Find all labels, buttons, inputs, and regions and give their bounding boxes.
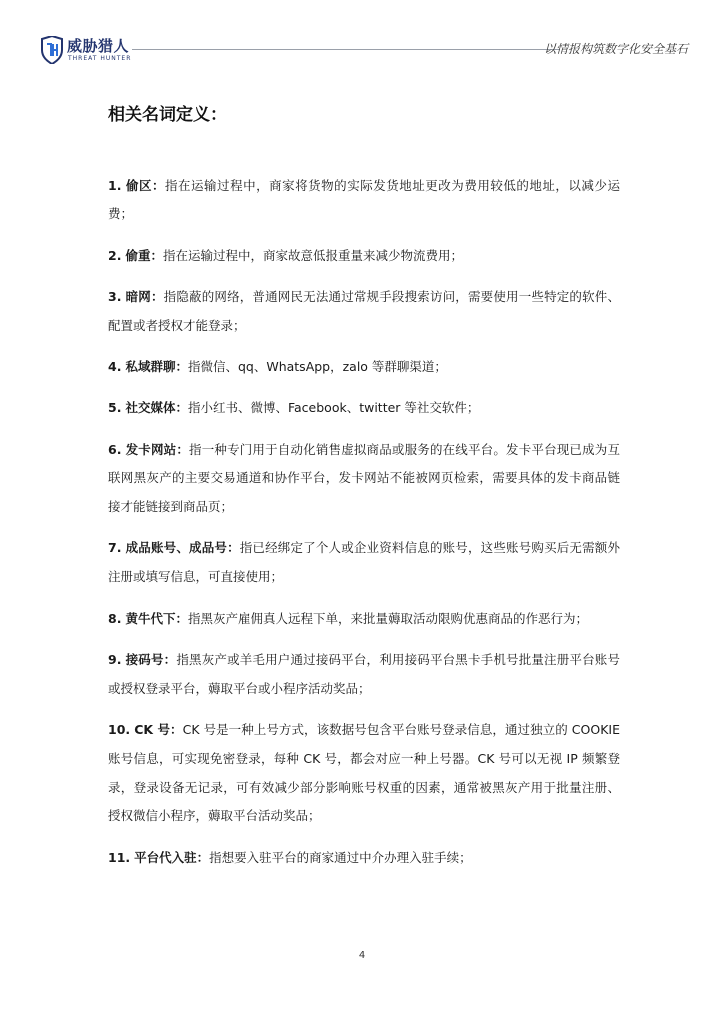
definition-text: CK 号是一种上号方式，该数据号包含平台账号登录信息，通过独立的 COOKIE 账号信息，可实现免密登录，每种 CK 号，都会对应一种上号器。CK 号可以无视 IP 频繁登录，登录设备无记录，可有效减少部分影响账号权重的因素，通常被黑灰产用于批量注册、授权微信小程序，薅取平台活动奖品； (108, 721, 620, 824)
definition-number: 10. (108, 721, 131, 737)
definition-term: 私域群聊 (125, 358, 176, 374)
logo-subtext: THREAT HUNTER (68, 55, 132, 62)
definition-text: 指微信、qq、WhatsApp，zalo 等群聊渠道； (187, 358, 447, 374)
definition-text: 指一种专门用于自动化销售虚拟商品或服务的在线平台。发卡平台现已成为互联网黑灰产的主要交易通道和协作平台，发卡网站不能被网页检索，需要具体的发卡商品链接才能链接到商品页； (108, 441, 620, 515)
definition-number: 7. (108, 540, 122, 556)
definition-colon: ： (175, 358, 188, 374)
logo-text: 威胁猎人 (67, 37, 130, 55)
definition-colon: ： (163, 651, 177, 667)
definition-colon: ： (227, 540, 240, 556)
definition-text: 指隐蔽的网络，普通网民无法通过常规手段搜索访问，需要使用一些特定的软件、配置或者授权才能登录； (108, 288, 620, 333)
page-number: 4 (358, 950, 366, 961)
definition-term: 成品账号、成品号 (125, 540, 228, 556)
definition-colon: ： (150, 247, 163, 263)
definition-item (108, 844, 620, 873)
definition-number: 5. (108, 400, 122, 416)
definition-colon: ： (175, 610, 188, 626)
definition-text: 指已经绑定了个人或企业资料信息的账号，这些账号购买后无需额外注册或填写信息，可直接使用； (108, 540, 620, 585)
definition-term: CK 号 (134, 721, 171, 737)
definition-item (108, 394, 620, 423)
definition-colon: ： (170, 721, 183, 737)
definition-item (108, 646, 620, 704)
page-title: 相关名词定义： (108, 105, 227, 125)
definition-item (108, 716, 620, 831)
page-header (40, 34, 688, 70)
definition-term: 偷区 (125, 177, 152, 193)
definition-term: 平台代入驻 (134, 849, 197, 865)
definition-colon: ： (150, 288, 164, 304)
definition-item (108, 172, 620, 230)
definition-term: 偷重 (125, 247, 151, 263)
definition-number: 2. (108, 247, 122, 263)
definition-colon: ： (175, 400, 188, 416)
definition-text: 指黑灰产雇佣真人远程下单，来批量薅取活动限购优惠商品的作恶行为； (187, 610, 588, 626)
definition-text: 指在运输过程中，商家故意低报重量来减少物流费用； (162, 247, 463, 263)
definition-item (108, 283, 620, 341)
definition-item (108, 436, 620, 522)
header-tagline: 以情报构筑数字化安全基石 (543, 42, 688, 56)
definition-item (108, 534, 620, 592)
definition-colon: ： (176, 441, 190, 457)
definition-term: 发卡网站 (125, 441, 177, 457)
definition-number: 1. (108, 177, 122, 193)
definition-list (108, 159, 620, 880)
definition-number: 4. (108, 358, 122, 374)
definition-item (108, 242, 620, 271)
definition-number: 9. (108, 651, 122, 667)
definition-number: 11. (108, 849, 131, 865)
definition-number: 8. (108, 610, 122, 626)
definition-number: 6. (108, 441, 122, 457)
brand-logo (40, 34, 136, 70)
definition-colon: ： (196, 849, 210, 865)
definition-text: 指在运输过程中，商家将货物的实际发货地址更改为费用较低的地址，以减少运费； (108, 177, 620, 222)
definition-item (108, 605, 620, 634)
definition-text: 指黑灰产或羊毛用户通过接码平台，利用接码平台黑卡手机号批量注册平台账号或授权登录平台，薅取平台或小程序活动奖品； (108, 651, 620, 696)
definition-text: 指小红书、微博、Facebook、twitter 等社交软件； (187, 400, 480, 416)
header-divider (132, 49, 560, 50)
definition-term: 黄牛代下 (125, 610, 176, 626)
definition-colon: ： (151, 177, 165, 193)
definition-number: 3. (108, 288, 122, 304)
definition-term: 社交媒体 (125, 400, 176, 416)
definition-term: 暗网 (125, 288, 151, 304)
shield-logo-icon (40, 36, 64, 64)
definition-term: 接码号 (125, 651, 164, 667)
definition-item (108, 353, 620, 382)
definition-text: 指想要入驻平台的商家通过中介办理入驻手续； (209, 849, 472, 865)
